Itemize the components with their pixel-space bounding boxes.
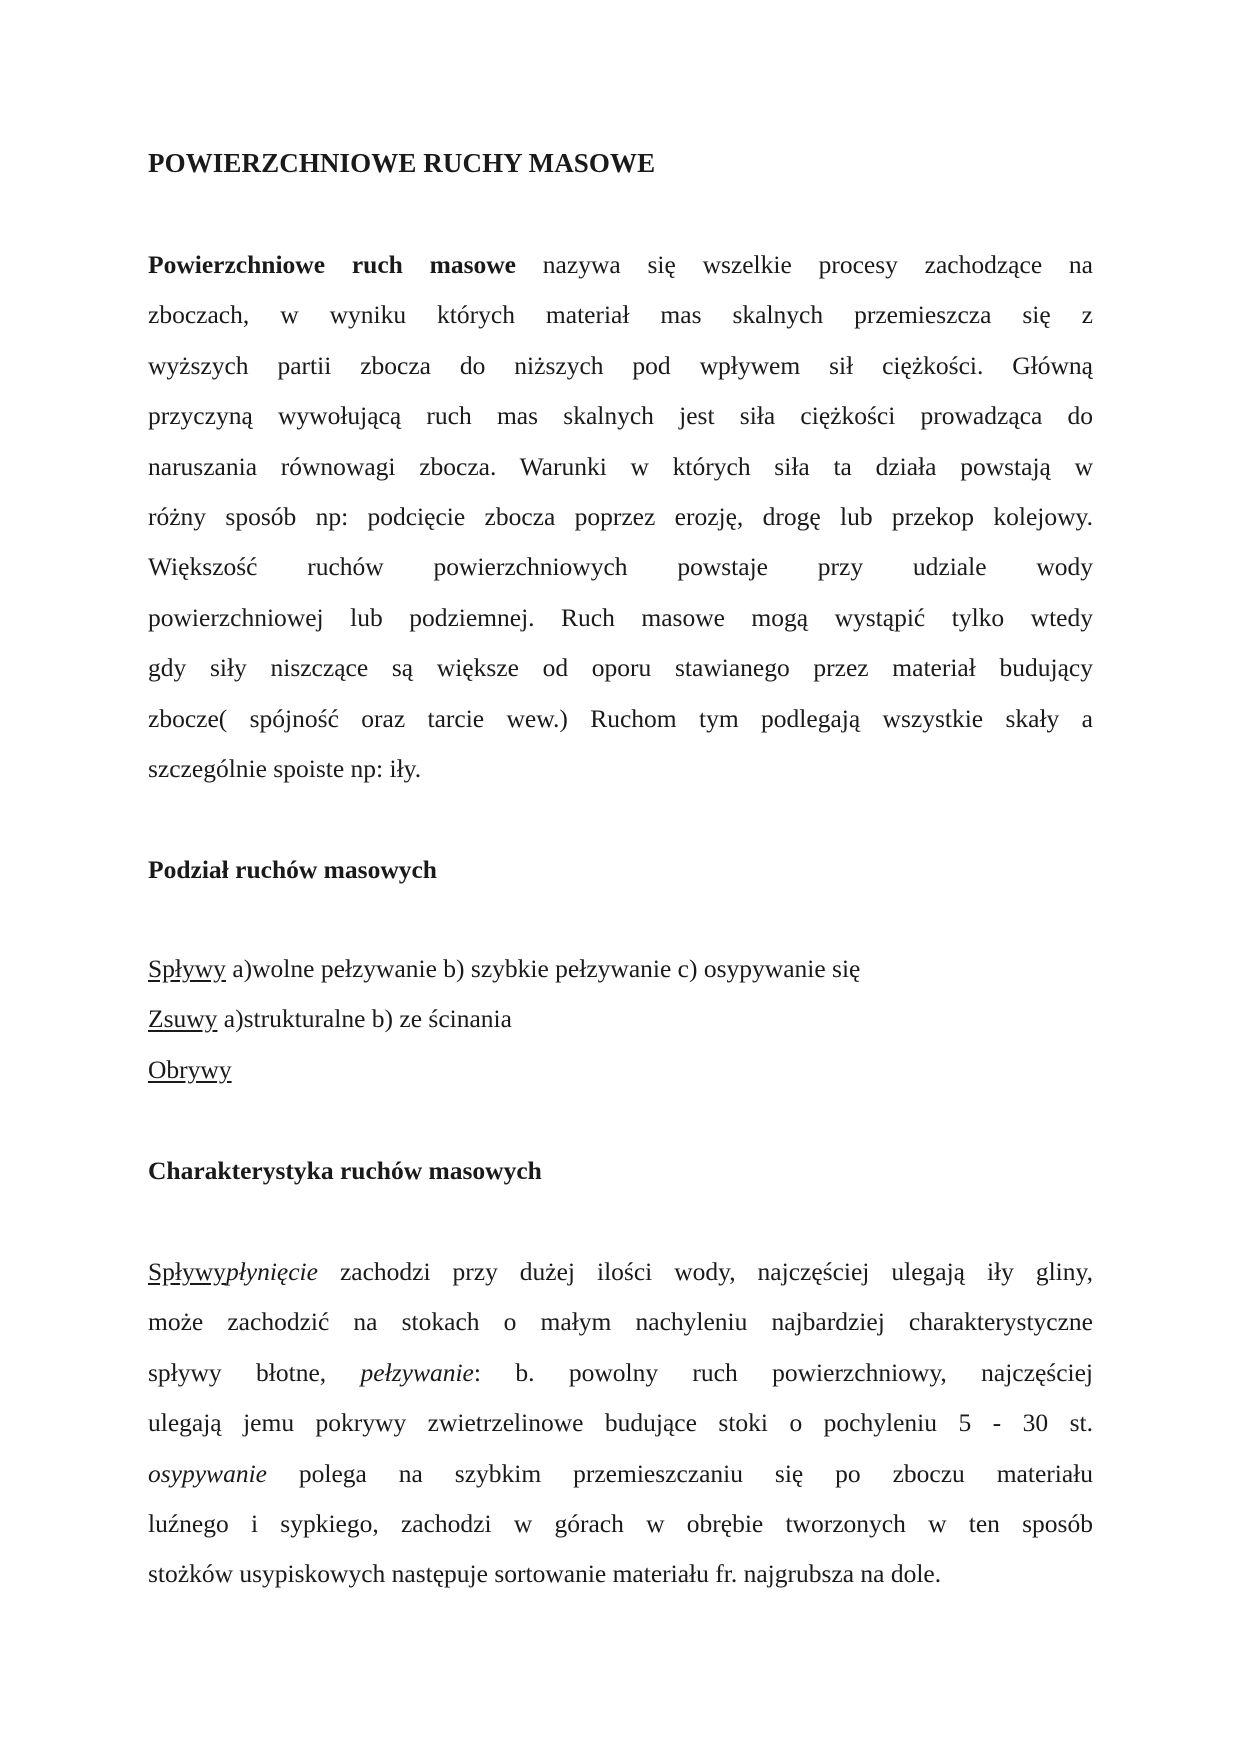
list-desc: a)wolne pełzywanie b) szybkie pełzywanie c) osypywanie się <box>225 954 861 983</box>
list-term: Spływy <box>148 954 226 983</box>
intro-paragraph <box>148 240 1093 794</box>
intro-line: wyższych partii zbocza do niższych pod wpływem sił ciężkości. Główną <box>148 350 1093 380</box>
section-heading-characteristics: Charakterystyka ruchów masowych <box>148 1156 542 1185</box>
intro-lead-term: Powierzchniowe ruch masowe <box>148 250 517 279</box>
intro-line: gdy siły niszczące są większe od oporu stawianego przez materiał budujący <box>148 653 1093 683</box>
list-term: Zsuwy <box>148 1004 218 1034</box>
characteristics-paragraph <box>148 1247 1093 1600</box>
char-line: stożków usypiskowych następuje sortowanie materiału fr. najgrubsza na dole. <box>148 1559 942 1589</box>
char-line: Spływypłynięcie zachodzi przy dużej ilości wody, najczęściej ulegają iły gliny, <box>148 1257 1093 1286</box>
char-italic-term: pełzywanie <box>360 1357 474 1387</box>
list-item <box>148 944 860 994</box>
char-line: ulegają jemu pokrywy zwietrzelinowe budujące stoki o pochyleniu 5 - 30 st. <box>148 1408 1093 1438</box>
char-line: luźnego i sypkiego, zachodzi w górach w obrębie tworzonych w ten sposób <box>148 1508 1093 1538</box>
char-term: Spływy <box>148 1257 226 1286</box>
document-title: POWIERZCHNIOWE RUCHY MASOWE <box>148 148 656 178</box>
movement-types-list <box>148 944 860 1095</box>
intro-line: zboczach, w wyniku których materiał mas skalnych przemieszcza się z <box>148 300 1093 330</box>
char-line: może zachodzić na stokach o małym nachyleniu najbardziej charakterystyczne <box>148 1307 1093 1337</box>
intro-line: szczególnie spoiste np: iły. <box>148 753 422 783</box>
char-italic-term: osypywanie <box>148 1458 267 1488</box>
intro-line: zbocze( spójność oraz tarcie wew.) Ruchom tym podlegają wszystkie skały a <box>148 703 1093 733</box>
list-desc: a)strukturalne b) ze ścinania <box>217 1004 512 1034</box>
list-item <box>148 1045 860 1095</box>
char-line: spływy błotne, pełzywanie: b. powolny ruch powierzchniowy, najczęściej <box>148 1357 1093 1387</box>
list-item <box>148 994 860 1044</box>
char-line: osypywanie polega na szybkim przemieszczaniu się po zboczu materiału <box>148 1458 1093 1488</box>
intro-line: naruszania równowagi zbocza. Warunki w których siła ta działa powstają w <box>148 451 1093 481</box>
list-term: Obrywy <box>148 1054 232 1084</box>
intro-line: powierzchniowej lub podziemnej. Ruch masowe mogą wystąpić tylko wtedy <box>148 602 1093 632</box>
section-heading-division: Podział ruchów masowych <box>148 855 437 884</box>
intro-line: przyczyną wywołującą ruch mas skalnych jest siła ciężkości prowadząca do <box>148 401 1093 431</box>
char-italic-term: płynięcie <box>225 1257 318 1286</box>
intro-line: różny sposób np: podcięcie zbocza poprzez erozję, drogę lub przekop kolejowy. <box>148 501 1093 531</box>
intro-line: Większość ruchów powierzchniowych powstaje przy udziale wody <box>148 552 1093 582</box>
intro-line: Powierzchniowe ruch masowe nazywa się wszelkie procesy zachodzące na <box>148 250 1093 279</box>
